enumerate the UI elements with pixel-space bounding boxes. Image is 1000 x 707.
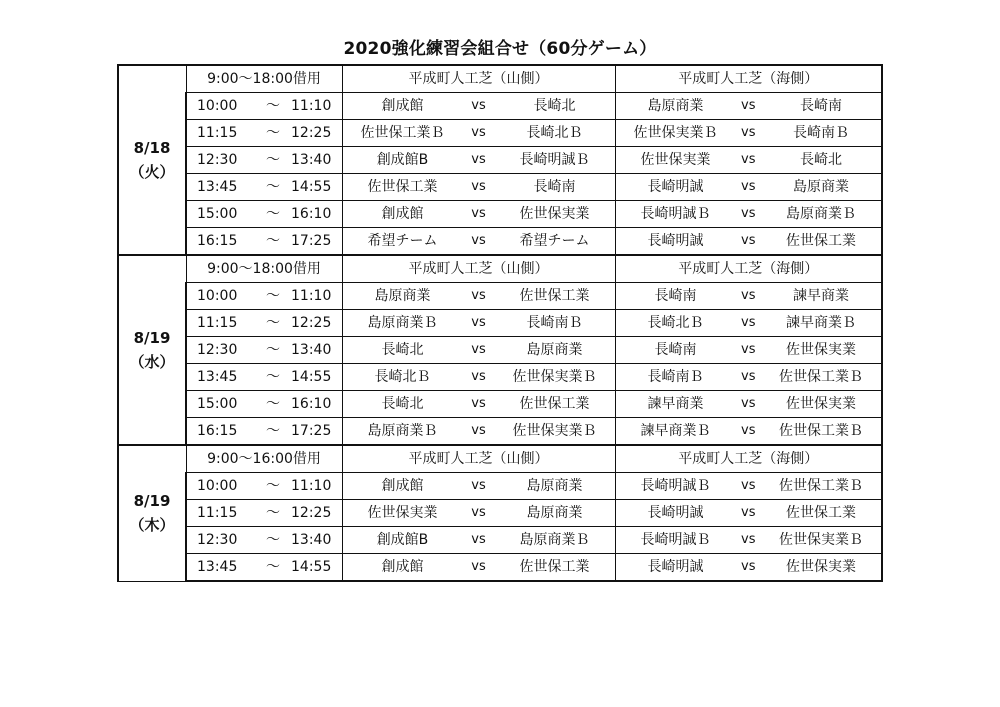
vs-label: vs xyxy=(471,288,486,303)
team-away: 佐世保実業Ｂ xyxy=(512,369,597,385)
block-header-row xyxy=(118,65,882,93)
booking-time-header: 9:00〜18:00借用 xyxy=(186,65,342,93)
vs-label: vs xyxy=(741,342,756,357)
team-home: 創成館 xyxy=(381,478,424,494)
team-home: 島原商業Ｂ xyxy=(367,423,438,439)
match-mountain-side xyxy=(342,554,615,582)
time-separator: 〜 xyxy=(266,98,280,114)
vs-label: vs xyxy=(471,315,486,330)
start-time: 13:45 xyxy=(197,369,238,385)
start-time: 10:00 xyxy=(197,478,238,494)
end-time: 11:10 xyxy=(291,288,332,304)
team-home: 佐世保工業 xyxy=(367,179,438,195)
team-away: 佐世保工業 xyxy=(519,559,590,575)
start-time: 11:15 xyxy=(197,505,238,521)
time-slot xyxy=(186,147,342,174)
team-away: 長崎明誠Ｂ xyxy=(519,152,590,168)
vs-label: vs xyxy=(741,478,756,493)
team-away: 長崎南 xyxy=(800,98,842,114)
start-time: 13:45 xyxy=(197,179,238,195)
match-mountain-side xyxy=(342,310,615,337)
schedule-body xyxy=(118,65,882,581)
match-row xyxy=(118,364,882,391)
end-time: 11:10 xyxy=(291,98,332,114)
vs-label: vs xyxy=(471,125,486,140)
match-row xyxy=(118,337,882,364)
end-time: 16:10 xyxy=(291,206,332,222)
vs-label: vs xyxy=(741,423,756,438)
time-slot xyxy=(186,283,342,310)
vs-label: vs xyxy=(471,396,486,411)
end-time: 17:25 xyxy=(291,233,332,249)
time-slot xyxy=(186,228,342,256)
end-time: 13:40 xyxy=(291,342,332,358)
venue-header-sea-side: 平成町人工芝（海側） xyxy=(615,65,882,93)
match-sea-side xyxy=(615,283,882,310)
team-away: 佐世保工業 xyxy=(519,288,590,304)
match-mountain-side xyxy=(342,228,615,256)
team-home: 長崎明誠 xyxy=(647,233,704,249)
match-sea-side xyxy=(615,310,882,337)
team-home: 島原商業 xyxy=(647,98,704,114)
team-home: 創成館 xyxy=(381,559,424,575)
match-row xyxy=(118,500,882,527)
team-home: 長崎北Ｂ xyxy=(374,369,431,385)
start-time: 13:45 xyxy=(197,559,238,575)
time-separator: 〜 xyxy=(266,233,280,249)
team-home: 島原商業Ｂ xyxy=(367,315,438,331)
team-away: 島原商業 xyxy=(526,505,583,521)
start-time: 12:30 xyxy=(197,152,238,168)
date-label: 8/18 xyxy=(133,139,171,157)
vs-label: vs xyxy=(741,98,756,113)
vs-label: vs xyxy=(741,396,756,411)
end-time: 14:55 xyxy=(291,369,332,385)
vs-label: vs xyxy=(741,369,756,384)
match-sea-side xyxy=(615,120,882,147)
team-home: 長崎明誠Ｂ xyxy=(640,478,711,494)
time-separator: 〜 xyxy=(266,369,280,385)
date-cell xyxy=(118,255,186,445)
end-time: 12:25 xyxy=(291,125,332,141)
time-slot xyxy=(186,201,342,228)
team-home: 創成館 xyxy=(381,98,424,114)
team-home: 長崎北 xyxy=(381,396,424,412)
start-time: 11:15 xyxy=(197,125,238,141)
match-row xyxy=(118,391,882,418)
vs-label: vs xyxy=(741,125,756,140)
match-mountain-side xyxy=(342,147,615,174)
time-slot xyxy=(186,391,342,418)
match-sea-side xyxy=(615,527,882,554)
match-mountain-side xyxy=(342,391,615,418)
start-time: 10:00 xyxy=(197,288,238,304)
team-home: 長崎北Ｂ xyxy=(647,315,704,331)
team-away: 諫早商業Ｂ xyxy=(786,315,856,331)
team-away: 佐世保工業 xyxy=(786,233,856,249)
match-mountain-side xyxy=(342,201,615,228)
vs-label: vs xyxy=(471,342,486,357)
team-home: 佐世保実業Ｂ xyxy=(633,125,718,141)
team-home: 長崎明誠 xyxy=(647,505,704,521)
vs-label: vs xyxy=(471,233,486,248)
time-slot xyxy=(186,418,342,446)
start-time: 12:30 xyxy=(197,532,238,548)
vs-label: vs xyxy=(741,559,756,574)
start-time: 11:15 xyxy=(197,315,238,331)
team-home: 長崎南 xyxy=(654,288,697,304)
end-time: 12:25 xyxy=(291,315,332,331)
end-time: 11:10 xyxy=(291,478,332,494)
schedule-table xyxy=(117,64,883,582)
time-separator: 〜 xyxy=(266,478,280,494)
match-sea-side xyxy=(615,147,882,174)
match-mountain-side xyxy=(342,500,615,527)
block-header-row xyxy=(118,255,882,283)
block-header-row xyxy=(118,445,882,473)
team-away: 長崎北 xyxy=(800,152,842,168)
time-slot xyxy=(186,337,342,364)
time-separator: 〜 xyxy=(266,152,280,168)
start-time: 16:15 xyxy=(197,423,238,439)
team-away: 諫早商業 xyxy=(793,288,849,304)
match-sea-side xyxy=(615,93,882,120)
team-home: 長崎明誠Ｂ xyxy=(640,206,711,222)
time-slot xyxy=(186,93,342,120)
vs-label: vs xyxy=(741,315,756,330)
team-away: 長崎南 xyxy=(533,179,576,195)
team-home: 創成館B xyxy=(376,532,429,548)
end-time: 13:40 xyxy=(291,152,332,168)
match-mountain-side xyxy=(342,527,615,554)
match-row xyxy=(118,93,882,120)
end-time: 14:55 xyxy=(291,179,332,195)
team-away: 佐世保工業Ｂ xyxy=(779,478,863,494)
time-separator: 〜 xyxy=(266,206,280,222)
match-row xyxy=(118,201,882,228)
match-row xyxy=(118,418,882,446)
match-row xyxy=(118,554,882,582)
match-row xyxy=(118,283,882,310)
team-away: 佐世保工業Ｂ xyxy=(779,369,863,385)
vs-label: vs xyxy=(471,98,486,113)
team-away: 島原商業 xyxy=(526,478,583,494)
end-time: 16:10 xyxy=(291,396,332,412)
match-sea-side xyxy=(615,418,882,446)
date-label: 8/19 xyxy=(133,329,171,347)
booking-time-header: 9:00〜18:00借用 xyxy=(186,255,342,283)
team-away: 長崎南Ｂ xyxy=(526,315,583,331)
team-home: 長崎明誠 xyxy=(647,179,704,195)
end-time: 17:25 xyxy=(291,423,332,439)
match-sea-side xyxy=(615,500,882,527)
match-sea-side xyxy=(615,364,882,391)
vs-label: vs xyxy=(741,233,756,248)
team-away: 佐世保工業 xyxy=(519,396,590,412)
match-sea-side xyxy=(615,174,882,201)
team-home: 創成館 xyxy=(381,206,424,222)
vs-label: vs xyxy=(471,206,486,221)
team-away: 希望チーム xyxy=(519,233,590,249)
vs-label: vs xyxy=(741,532,756,547)
team-home: 長崎明誠Ｂ xyxy=(640,532,711,548)
time-separator: 〜 xyxy=(266,315,280,331)
time-separator: 〜 xyxy=(266,559,280,575)
team-away: 佐世保実業 xyxy=(786,396,856,412)
time-separator: 〜 xyxy=(266,423,280,439)
start-time: 12:30 xyxy=(197,342,238,358)
match-mountain-side xyxy=(342,473,615,500)
team-home: 島原商業 xyxy=(374,288,431,304)
match-row xyxy=(118,120,882,147)
team-away: 長崎北Ｂ xyxy=(526,125,583,141)
start-time: 16:15 xyxy=(197,233,238,249)
team-away: 長崎北 xyxy=(533,98,576,114)
vs-label: vs xyxy=(471,532,486,547)
time-separator: 〜 xyxy=(266,179,280,195)
match-row xyxy=(118,527,882,554)
time-slot xyxy=(186,120,342,147)
match-sea-side xyxy=(615,228,882,256)
team-home: 創成館B xyxy=(376,152,429,168)
team-away: 佐世保実業Ｂ xyxy=(779,532,863,548)
time-separator: 〜 xyxy=(266,288,280,304)
page-title: 2020強化練習会組合せ（60分ゲーム） xyxy=(343,39,657,59)
match-row xyxy=(118,473,882,500)
team-home: 長崎北 xyxy=(381,342,424,358)
vs-label: vs xyxy=(741,505,756,520)
vs-label: vs xyxy=(471,559,486,574)
time-separator: 〜 xyxy=(266,532,280,548)
team-home: 佐世保実業 xyxy=(367,505,438,521)
match-mountain-side xyxy=(342,418,615,446)
vs-label: vs xyxy=(741,288,756,303)
time-slot xyxy=(186,310,342,337)
match-mountain-side xyxy=(342,120,615,147)
team-away: 佐世保実業 xyxy=(786,559,856,575)
match-sea-side xyxy=(615,201,882,228)
vs-label: vs xyxy=(471,478,486,493)
team-home: 佐世保実業 xyxy=(640,152,711,168)
end-time: 12:25 xyxy=(291,505,332,521)
vs-label: vs xyxy=(471,423,486,438)
time-slot xyxy=(186,554,342,582)
vs-label: vs xyxy=(741,206,756,221)
team-away: 佐世保工業 xyxy=(786,505,856,521)
start-time: 15:00 xyxy=(197,206,238,222)
match-row xyxy=(118,147,882,174)
venue-header-mountain-side: 平成町人工芝（山側） xyxy=(342,445,615,473)
venue-header-mountain-side: 平成町人工芝（山側） xyxy=(342,65,615,93)
team-home: 長崎南 xyxy=(654,342,697,358)
vs-label: vs xyxy=(471,505,486,520)
end-time: 13:40 xyxy=(291,532,332,548)
match-mountain-side xyxy=(342,337,615,364)
start-time: 15:00 xyxy=(197,396,238,412)
match-sea-side xyxy=(615,391,882,418)
time-separator: 〜 xyxy=(266,125,280,141)
weekday-label: （火） xyxy=(129,163,175,181)
team-away: 島原商業Ｂ xyxy=(786,206,856,222)
match-sea-side xyxy=(615,473,882,500)
match-sea-side xyxy=(615,337,882,364)
vs-label: vs xyxy=(471,369,486,384)
venue-header-sea-side: 平成町人工芝（海側） xyxy=(615,445,882,473)
time-slot xyxy=(186,473,342,500)
match-row xyxy=(118,228,882,256)
match-mountain-side xyxy=(342,283,615,310)
date-cell xyxy=(118,65,186,255)
vs-label: vs xyxy=(741,179,756,194)
team-home: 長崎明誠 xyxy=(647,559,704,575)
team-away: 佐世保実業 xyxy=(519,206,590,222)
team-away: 佐世保実業 xyxy=(786,342,856,358)
vs-label: vs xyxy=(741,152,756,167)
weekday-label: （水） xyxy=(129,353,175,371)
booking-time-header: 9:00〜16:00借用 xyxy=(186,445,342,473)
date-label: 8/19 xyxy=(133,492,171,511)
vs-label: vs xyxy=(471,152,486,167)
match-mountain-side xyxy=(342,364,615,391)
team-home: 諫早商業Ｂ xyxy=(640,423,711,439)
team-away: 佐世保工業Ｂ xyxy=(779,423,863,439)
match-mountain-side xyxy=(342,93,615,120)
match-mountain-side xyxy=(342,174,615,201)
end-time: 14:55 xyxy=(291,559,332,575)
team-home: 長崎南Ｂ xyxy=(647,369,704,385)
team-away: 島原商業 xyxy=(793,179,849,195)
time-separator: 〜 xyxy=(266,505,280,521)
start-time: 10:00 xyxy=(197,98,238,114)
date-cell xyxy=(118,445,186,581)
weekday-label: （木） xyxy=(129,516,175,535)
team-home: 佐世保工業Ｂ xyxy=(360,125,445,141)
vs-label: vs xyxy=(471,179,486,194)
time-slot xyxy=(186,500,342,527)
time-slot xyxy=(186,527,342,554)
team-home: 希望チーム xyxy=(367,233,438,249)
team-away: 長崎南Ｂ xyxy=(793,125,849,141)
team-away: 島原商業Ｂ xyxy=(519,532,590,548)
time-slot xyxy=(186,364,342,391)
team-home: 諫早商業 xyxy=(647,396,704,412)
time-separator: 〜 xyxy=(266,342,280,358)
team-away: 佐世保実業Ｂ xyxy=(512,423,597,439)
match-sea-side xyxy=(615,554,882,582)
venue-header-sea-side: 平成町人工芝（海側） xyxy=(615,255,882,283)
time-slot xyxy=(186,174,342,201)
team-away: 島原商業 xyxy=(526,342,583,358)
match-row xyxy=(118,310,882,337)
venue-header-mountain-side: 平成町人工芝（山側） xyxy=(342,255,615,283)
match-row xyxy=(118,174,882,201)
time-separator: 〜 xyxy=(266,396,280,412)
